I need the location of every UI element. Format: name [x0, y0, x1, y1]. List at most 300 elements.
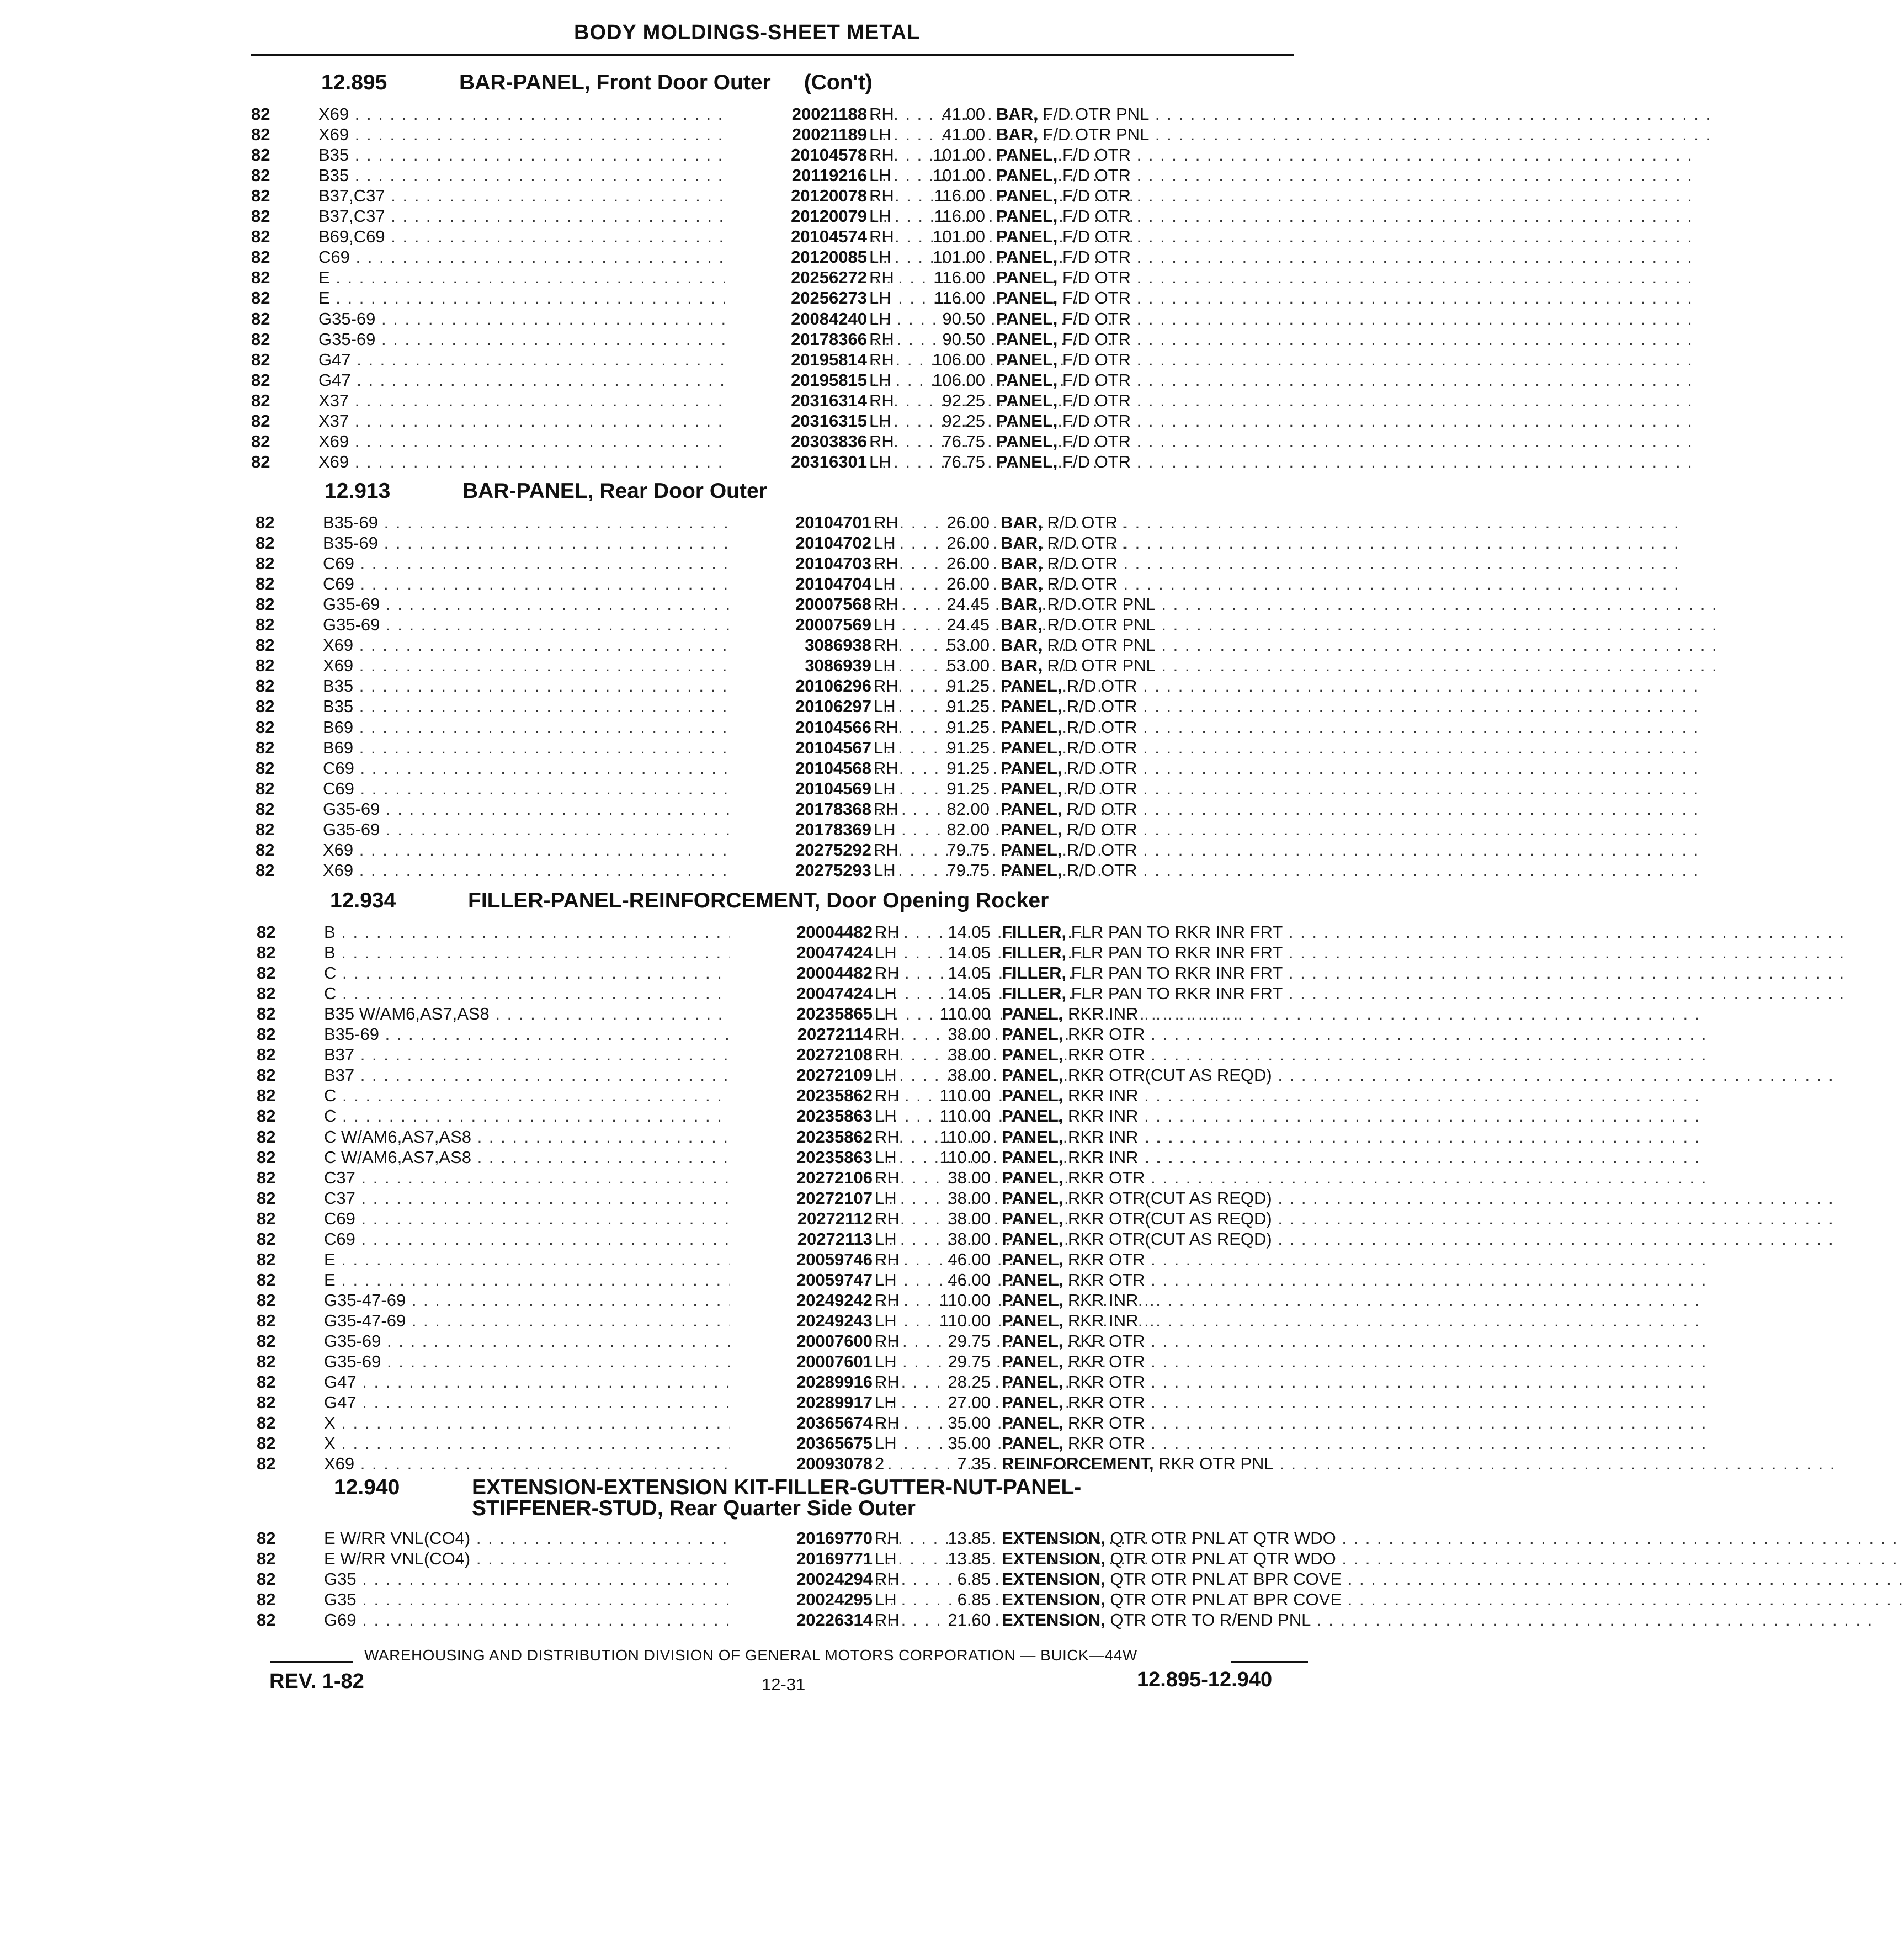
part-number-cell: 20104569: [729, 778, 871, 799]
description-cell: [1001, 574, 1304, 594]
side-cell: 2: [875, 1454, 885, 1474]
description-detail: R/D OTR: [1067, 697, 1137, 716]
description-cell: [1001, 533, 1304, 553]
table-row: [257, 1127, 1305, 1147]
part-number-cell: 20272106: [730, 1167, 873, 1188]
year-cell: 82: [256, 554, 275, 574]
table-row: [251, 247, 1300, 267]
model-cell: B37,C37 . . .: [318, 185, 903, 206]
part-number-cell: 20007568: [729, 594, 871, 614]
part-number-cell: 20178368: [729, 799, 871, 819]
side-cell: RH: [875, 1208, 900, 1228]
side-cell: LH: [874, 737, 896, 757]
description-detail: R/D OTR: [1067, 758, 1137, 778]
price-cell: 92.25: [942, 390, 985, 410]
table-row: [257, 1610, 1311, 1630]
description-detail: FLR PAN TO RKR INR FRT: [1071, 943, 1283, 963]
table-row: [257, 1569, 1342, 1589]
model-cell: G35-69 . . .: [318, 309, 903, 329]
model-cell: B35-69 . . .: [324, 1024, 909, 1044]
year-cell: 82: [251, 349, 270, 369]
side-cell: RH: [874, 840, 898, 859]
price-cell: 79.75: [946, 840, 990, 859]
description-noun: PANEL,: [1001, 758, 1062, 778]
side-cell: RH: [875, 1167, 900, 1187]
table-row: [257, 1167, 1305, 1188]
price-cell: 76.75: [942, 431, 985, 451]
footer-rule-left: [270, 1661, 353, 1663]
price-cell: 24.45: [946, 615, 990, 635]
table-row: [257, 963, 1305, 983]
description-noun: BAR,: [1001, 635, 1043, 655]
side-cell: LH: [875, 1549, 897, 1569]
description-detail: R/D OTR PNL: [1047, 594, 1156, 614]
part-number-cell: 20275293: [729, 860, 871, 880]
side-cell: LH: [875, 1065, 897, 1085]
table-row: [257, 1528, 1336, 1548]
price-cell: 46.00: [948, 1249, 991, 1269]
description-detail: F/D OTR: [1062, 227, 1131, 247]
table-row: [257, 1290, 1305, 1310]
footer-revision: REV. 1-82: [269, 1670, 364, 1693]
price-cell: 110.00: [939, 1290, 991, 1310]
side-cell: LH: [869, 452, 891, 471]
description-cell: [996, 226, 1300, 247]
side-cell: RH: [869, 145, 894, 165]
year-cell: 82: [256, 676, 275, 696]
description-detail: F/D OTR: [1062, 411, 1131, 431]
description-detail: R/D OTR: [1067, 860, 1137, 880]
section-heading: [334, 1477, 1081, 1498]
model-cell: C37 . . .: [324, 1188, 909, 1208]
table-row: [251, 431, 1300, 452]
model-cell: X69 . . .: [324, 1453, 909, 1474]
table-row: [257, 1392, 1305, 1413]
description-noun: PANEL,: [996, 186, 1058, 206]
model-cell: G35-69 . . .: [324, 1351, 909, 1372]
year-cell: 82: [256, 737, 275, 757]
description-noun: BAR,: [1001, 513, 1043, 532]
description-noun: PANEL,: [1002, 1372, 1063, 1392]
description-cell: [1001, 594, 1304, 614]
price-cell: 21.60: [948, 1610, 991, 1630]
table-row: [257, 1024, 1305, 1044]
model-cell: B35 . . .: [323, 696, 908, 716]
part-number-cell: 20106296: [729, 676, 871, 696]
year-cell: 82: [257, 1229, 276, 1249]
table-row: [256, 512, 1304, 533]
section-title: BAR-PANEL, Front Door Outer: [459, 71, 771, 94]
year-cell: 82: [257, 1127, 276, 1146]
table-row: [257, 1453, 1305, 1474]
part-number-cell: 20272107: [730, 1188, 873, 1208]
description-cell: [996, 124, 1300, 145]
part-number-cell: 20104566: [729, 717, 871, 737]
description-noun: PANEL,: [1002, 1393, 1063, 1413]
table-row: [251, 145, 1300, 165]
side-cell: LH: [874, 697, 896, 716]
description-detail: F/D OTR PNL: [1043, 104, 1150, 124]
price-cell: 38.00: [948, 1229, 991, 1249]
year-cell: 82: [251, 166, 270, 185]
description-detail: R/D OTR: [1047, 533, 1118, 553]
model-cell: X37 . . .: [318, 411, 903, 431]
price-cell: 6.85: [957, 1590, 991, 1610]
model-cell: G69 . . .: [324, 1610, 909, 1630]
table-row: [256, 574, 1304, 594]
section-subtitle: STIFFENER-STUD, Rear Quarter Side Outer: [472, 1496, 916, 1520]
part-number-cell: 20004482: [730, 922, 873, 942]
description-detail: R/D OTR: [1067, 778, 1137, 798]
description-detail: FLR PAN TO RKR INR FRT: [1071, 984, 1283, 1004]
description-noun: PANEL,: [996, 411, 1058, 431]
price-cell: 110.00: [939, 1127, 991, 1146]
part-number-cell: 20104567: [729, 737, 871, 758]
description-detail: QTR OTR TO R/END PNL: [1110, 1610, 1311, 1630]
model-cell: G35-69 . . .: [323, 799, 908, 819]
table-row: [256, 717, 1304, 737]
side-cell: LH: [874, 860, 896, 880]
price-cell: 92.25: [942, 411, 985, 431]
table-row: [257, 1004, 1305, 1024]
section-number: 12.913: [325, 479, 391, 503]
description-cell: [1002, 1085, 1305, 1106]
table-row: [257, 1208, 1305, 1229]
description-detail: F/D OTR: [1062, 247, 1131, 267]
side-cell: RH: [875, 1569, 900, 1589]
model-cell: G35-69 . . .: [318, 329, 903, 349]
year-cell: 82: [256, 758, 275, 778]
table-row: [256, 533, 1304, 553]
description-cell: [1001, 553, 1304, 574]
description-noun: PANEL,: [1001, 819, 1062, 839]
table-row: [251, 411, 1300, 431]
part-number-cell: 20104568: [729, 758, 871, 778]
table-row: [257, 1085, 1305, 1106]
table-row: [257, 1351, 1305, 1372]
side-cell: LH: [874, 615, 896, 635]
description-detail: RKR INR: [1068, 1290, 1139, 1310]
side-cell: RH: [874, 594, 898, 614]
section-heading: [321, 72, 873, 93]
model-cell: B37 . . .: [324, 1065, 909, 1085]
year-cell: 82: [257, 1147, 276, 1167]
description-detail: QTR OTR PNL AT BPR COVE: [1110, 1590, 1342, 1610]
part-number-cell: 20235865: [730, 1004, 873, 1024]
description-noun: BAR,: [1001, 574, 1043, 594]
part-number-cell: 20316301: [725, 452, 867, 472]
model-cell: B35 . . .: [318, 165, 903, 185]
side-cell: RH: [874, 676, 898, 696]
description-noun: PANEL,: [1002, 1434, 1063, 1453]
part-number-cell: 20104574: [725, 226, 867, 247]
price-cell: 14.05: [948, 922, 991, 942]
part-number-cell: 20007600: [730, 1331, 873, 1351]
description-cell: [1002, 1610, 1311, 1630]
price-cell: 38.00: [948, 1208, 991, 1228]
description-noun: EXTENSION,: [1002, 1569, 1105, 1589]
description-detail: RKR OTR: [1068, 1434, 1145, 1453]
side-cell: LH: [875, 1352, 897, 1372]
side-cell: RH: [875, 1024, 900, 1044]
footer-rule-right: [1231, 1661, 1308, 1663]
description-detail: F/D OTR: [1062, 329, 1131, 349]
part-number-cell: 20272109: [730, 1065, 873, 1085]
description-cell: [996, 431, 1300, 452]
year-cell: 82: [257, 1331, 276, 1351]
model-cell: E W/RR VNL(CO4) . . .: [324, 1528, 909, 1548]
description-cell: [1001, 819, 1304, 840]
description-noun: PANEL,: [996, 166, 1058, 185]
model-cell: B . . .: [324, 942, 909, 963]
description-detail: F/D OTR: [1062, 186, 1131, 206]
table-row: [256, 553, 1304, 574]
price-cell: 38.00: [948, 1167, 991, 1187]
year-cell: 82: [256, 697, 275, 716]
table-row: [257, 1372, 1305, 1392]
description-detail: R/D OTR PNL: [1047, 615, 1156, 635]
description-detail: R/D OTR PNL: [1047, 656, 1156, 676]
side-cell: RH: [875, 1290, 900, 1310]
description-noun: PANEL,: [1002, 1413, 1063, 1433]
model-cell: X69 . . .: [323, 635, 908, 655]
model-cell: C W/AM6,AS7,AS8 . . .: [324, 1127, 909, 1147]
description-noun: PANEL,: [1002, 1004, 1063, 1024]
price-cell: 41.00: [942, 104, 985, 124]
year-cell: 82: [251, 206, 270, 226]
page-title: BODY MOLDINGS-SHEET METAL: [574, 21, 921, 44]
description-noun: PANEL,: [1002, 1331, 1063, 1351]
description-noun: PANEL,: [996, 268, 1058, 288]
part-number-cell: 20021188: [725, 104, 867, 124]
side-cell: LH: [869, 247, 891, 267]
model-cell: X69 . . .: [323, 840, 908, 860]
year-cell: 82: [256, 860, 275, 880]
year-cell: 82: [257, 1434, 276, 1453]
description-detail: F/D OTR: [1062, 166, 1131, 185]
description-detail: F/D OTR: [1062, 452, 1131, 471]
description-detail: RKR OTR: [1068, 1393, 1145, 1413]
section-title: BAR-PANEL, Rear Door Outer: [462, 479, 767, 503]
year-cell: 82: [256, 799, 275, 819]
description-noun: PANEL,: [1002, 1290, 1063, 1310]
description-noun: PANEL,: [1001, 697, 1062, 716]
description-noun: BAR,: [1001, 594, 1043, 614]
model-cell: C69 . . .: [323, 758, 908, 778]
side-cell: LH: [875, 943, 897, 963]
description-noun: FILLER,: [1002, 984, 1067, 1004]
description-noun: BAR,: [1001, 656, 1043, 676]
price-cell: 76.75: [942, 452, 985, 471]
description-noun: PANEL,: [996, 390, 1058, 410]
year-cell: 82: [257, 1208, 276, 1228]
side-cell: RH: [874, 799, 898, 819]
table-row: [251, 309, 1300, 329]
description-noun: PANEL,: [1002, 1127, 1063, 1146]
side-cell: LH: [875, 1147, 897, 1167]
table-row: [251, 226, 1300, 247]
part-number-cell: 3086938: [729, 635, 871, 655]
price-cell: 79.75: [946, 860, 990, 880]
year-cell: 82: [256, 778, 275, 798]
description-detail: RKR OTR: [1068, 1167, 1145, 1187]
table-row: [257, 942, 1305, 963]
description-cell: [1001, 614, 1304, 635]
description-detail: F/D OTR: [1062, 145, 1131, 165]
description-noun: PANEL,: [1002, 1045, 1063, 1065]
part-number-cell: 20059746: [730, 1249, 873, 1270]
model-cell: E . . .: [318, 288, 903, 308]
description-detail: R/D OTR: [1067, 676, 1137, 696]
side-cell: LH: [869, 206, 891, 226]
model-cell: C69 . . .: [323, 574, 908, 594]
description-noun: PANEL,: [1002, 1065, 1063, 1085]
table-row: [256, 594, 1304, 614]
description-noun: BAR,: [1001, 533, 1043, 553]
description-noun: PANEL,: [1001, 860, 1062, 880]
description-detail: RKR OTR: [1068, 1045, 1145, 1065]
model-cell: B37 . . .: [324, 1044, 909, 1065]
year-cell: 82: [257, 1393, 276, 1413]
table-row: [251, 288, 1300, 308]
description-detail: F/D OTR: [1062, 268, 1131, 288]
table-row: [251, 104, 1300, 124]
description-noun: PANEL,: [1002, 1310, 1063, 1330]
year-cell: 82: [257, 984, 276, 1004]
year-cell: 82: [251, 309, 270, 328]
model-cell: C . . .: [324, 983, 909, 1004]
model-cell: E . . .: [324, 1249, 909, 1270]
side-cell: RH: [874, 758, 898, 778]
price-cell: 101.00: [933, 145, 985, 165]
model-cell: X37 . . .: [318, 390, 903, 411]
description-detail: F/D OTR: [1062, 288, 1131, 308]
part-number-cell: 20272108: [730, 1044, 873, 1065]
price-cell: 101.00: [933, 247, 985, 267]
year-cell: 82: [257, 1590, 276, 1610]
table-row: [256, 696, 1304, 716]
price-cell: 26.00: [946, 533, 990, 553]
year-cell: 82: [257, 1045, 276, 1065]
side-cell: RH: [875, 1372, 900, 1392]
description-detail: R/D OTR: [1047, 554, 1118, 574]
year-cell: 82: [251, 104, 270, 124]
description-noun: PANEL,: [996, 145, 1058, 165]
section-number: 12.934: [330, 889, 396, 912]
table-row: [256, 799, 1304, 819]
year-cell: 82: [257, 1188, 276, 1208]
part-number-cell: 20119216: [725, 165, 867, 185]
year-cell: 82: [257, 1024, 276, 1044]
side-cell: LH: [875, 1434, 897, 1453]
description-detail: R/D OTR: [1067, 799, 1137, 819]
year-cell: 82: [251, 329, 270, 349]
model-cell: B35-69 . . .: [323, 533, 908, 553]
description-detail: RKR OTR: [1068, 1249, 1145, 1269]
table-row: [256, 840, 1304, 860]
side-cell: LH: [874, 819, 896, 839]
part-number-cell: 20272112: [730, 1208, 873, 1229]
description-detail: RKR OTR(CUT AS REQD): [1068, 1065, 1272, 1085]
description-noun: BAR,: [996, 104, 1038, 124]
side-cell: RH: [869, 349, 894, 369]
price-cell: 29.75: [948, 1352, 991, 1372]
model-cell: B69 . . .: [323, 737, 908, 758]
part-number-cell: 20120079: [725, 206, 867, 226]
year-cell: 82: [256, 635, 275, 655]
year-cell: 82: [257, 1065, 276, 1085]
year-cell: 82: [251, 288, 270, 308]
part-number-cell: 3086939: [729, 655, 871, 676]
table-row: [257, 1589, 1342, 1610]
side-cell: RH: [875, 1249, 900, 1269]
description-detail: RKR OTR: [1068, 1331, 1145, 1351]
footer-section-range: 12.895-12.940: [1137, 1668, 1273, 1691]
model-cell: X . . .: [324, 1413, 909, 1433]
year-cell: 82: [251, 431, 270, 451]
table-row: [257, 1331, 1305, 1351]
description-cell: [1002, 1392, 1305, 1413]
description-noun: PANEL,: [996, 329, 1058, 349]
description-detail: F/D OTR: [1062, 431, 1131, 451]
description-detail: R/D OTR: [1067, 737, 1137, 757]
year-cell: 82: [257, 1167, 276, 1187]
description-detail: F/D OTR: [1062, 349, 1131, 369]
year-cell: 82: [257, 963, 276, 983]
table-row: [257, 922, 1305, 942]
description-cell: [996, 104, 1300, 124]
table-row: [256, 676, 1304, 696]
price-cell: 26.00: [946, 554, 990, 574]
description-detail: F/D OTR PNL: [1043, 125, 1150, 145]
model-cell: C . . .: [324, 1106, 909, 1126]
table-row: [256, 819, 1304, 840]
description-noun: BAR,: [1001, 554, 1043, 574]
year-cell: 82: [256, 594, 275, 614]
side-cell: RH: [869, 268, 894, 288]
price-cell: 90.50: [942, 309, 985, 328]
description-cell: [996, 349, 1300, 370]
part-number-cell: 20021189: [725, 124, 867, 145]
part-number-cell: 20235863: [730, 1106, 873, 1126]
description-cell: [1002, 1569, 1342, 1589]
part-number-cell: 20303836: [725, 431, 867, 452]
side-cell: RH: [874, 513, 898, 532]
description-detail: QTR OTR PNL AT QTR WDO: [1110, 1549, 1336, 1569]
side-cell: RH: [875, 922, 900, 942]
price-cell: 116.00: [934, 288, 985, 308]
description-cell: [1002, 1548, 1336, 1569]
part-number-cell: 20249242: [730, 1290, 873, 1310]
description-noun: PANEL,: [996, 227, 1058, 247]
part-number-cell: 20104701: [729, 512, 871, 533]
model-cell: C37 . . .: [324, 1167, 909, 1188]
model-cell: X69 . . .: [323, 655, 908, 676]
table-row: [251, 165, 1300, 185]
part-number-cell: 20195815: [725, 370, 867, 390]
price-cell: 14.05: [948, 943, 991, 963]
description-cell: [996, 411, 1300, 431]
part-number-cell: 20256272: [725, 267, 867, 288]
year-cell: 82: [257, 943, 276, 963]
section-title: FILLER-PANEL-REINFORCEMENT, Door Opening Rocker: [468, 889, 1049, 912]
description-noun: EXTENSION,: [1002, 1590, 1105, 1610]
section-heading: [325, 480, 767, 502]
part-number-cell: 20047424: [730, 983, 873, 1004]
model-cell: G35-69 . . .: [323, 819, 908, 840]
price-cell: 38.00: [948, 1065, 991, 1085]
model-cell: C69 . . .: [323, 778, 908, 799]
